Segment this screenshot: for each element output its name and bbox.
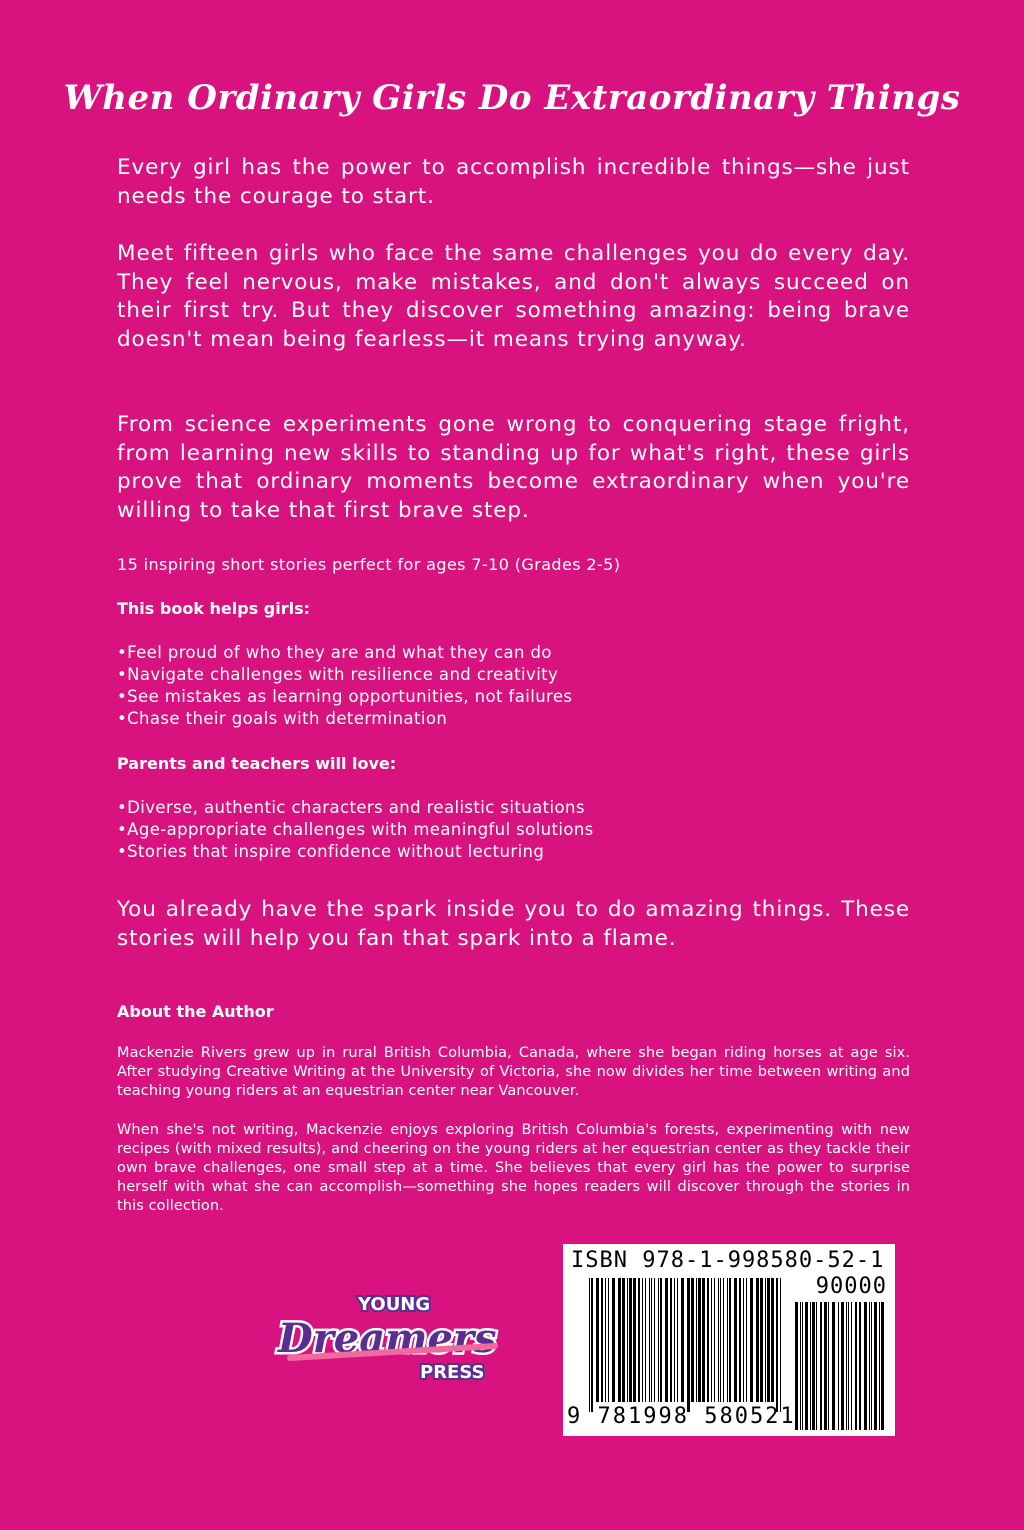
barcode-bar bbox=[855, 1302, 857, 1430]
barcode-bar bbox=[714, 1278, 715, 1402]
barcode-bar bbox=[805, 1302, 808, 1430]
list-item: • Diverse, authentic characters and realistic situations bbox=[117, 797, 910, 819]
barcode-bar bbox=[874, 1302, 877, 1430]
barcode-bar bbox=[674, 1278, 675, 1402]
barcode-bar bbox=[846, 1302, 847, 1430]
barcode-bar bbox=[871, 1302, 872, 1430]
barcode-bar bbox=[629, 1278, 632, 1402]
barcode-bar bbox=[660, 1278, 662, 1402]
helps-list bbox=[117, 642, 910, 730]
list-item: • See mistakes as learning opportunities, not failures bbox=[117, 686, 910, 708]
barcode-bar bbox=[601, 1278, 603, 1402]
barcode-bar bbox=[589, 1278, 590, 1412]
barcode-bar bbox=[698, 1278, 701, 1402]
barcode-bar bbox=[838, 1302, 839, 1430]
logo-press-text: PRESS bbox=[420, 1362, 485, 1383]
ages-line: 15 inspiring short stories perfect for ages 7-10 (Grades 2-5) bbox=[117, 555, 621, 574]
barcode-bar bbox=[687, 1278, 690, 1412]
barcode-bar bbox=[596, 1278, 599, 1402]
list-item: • Navigate challenges with resilience and creativity bbox=[117, 664, 910, 686]
barcode-bar bbox=[746, 1278, 747, 1402]
book-title: When Ordinary Girls Do Extraordinary Things bbox=[63, 78, 961, 118]
barcode-bar bbox=[622, 1278, 625, 1402]
barcode-bar bbox=[658, 1278, 659, 1402]
barcode-bar bbox=[729, 1278, 731, 1402]
barcode-bar bbox=[638, 1278, 640, 1402]
barcode-bar bbox=[820, 1302, 822, 1430]
barcode-bar bbox=[711, 1278, 712, 1402]
barcode-bar bbox=[756, 1278, 759, 1402]
barcode-bar bbox=[591, 1278, 593, 1412]
examples-paragraph: From science experiments gone wrong to conquering stage fright, from learning new skills to standing up for what's right, these girls prove that ordinary moments become extraordinary when you're willing to take that first brave step. bbox=[117, 412, 910, 523]
barcode-bar bbox=[828, 1302, 829, 1430]
price-addon-code: 90000 bbox=[815, 1274, 887, 1299]
barcode-bar bbox=[765, 1278, 766, 1402]
barcode-bar bbox=[734, 1278, 737, 1402]
barcode-bar bbox=[691, 1278, 694, 1402]
list-item: • Feel proud of who they are and what they can do bbox=[117, 642, 910, 664]
barcode-bar bbox=[665, 1278, 668, 1402]
barcode-bar bbox=[707, 1278, 709, 1402]
barcode-bar bbox=[723, 1278, 724, 1402]
barcode-bar bbox=[720, 1278, 721, 1402]
barcode-bar bbox=[767, 1278, 770, 1402]
barcode-bar bbox=[841, 1302, 844, 1430]
barcode-bar bbox=[739, 1278, 741, 1402]
logo-dreamers-text: Dreamers bbox=[278, 1315, 497, 1362]
barcode-bar bbox=[702, 1278, 705, 1402]
isbn-barcode bbox=[563, 1244, 895, 1436]
isbn-number: ISBN 978-1-998580-52-1 bbox=[571, 1248, 885, 1273]
barcode-bar bbox=[881, 1302, 884, 1430]
publisher-logo bbox=[270, 1286, 510, 1386]
barcode-bar bbox=[649, 1278, 650, 1402]
barcode-bar bbox=[605, 1278, 606, 1402]
barcode-bar bbox=[832, 1302, 835, 1430]
barcode-bar bbox=[633, 1278, 636, 1402]
barcode-bar bbox=[851, 1302, 852, 1430]
logo-young-text: YOUNG bbox=[358, 1294, 431, 1315]
barcode-bar bbox=[760, 1278, 763, 1402]
barcode-bar bbox=[810, 1302, 811, 1430]
barcode-bar bbox=[654, 1278, 655, 1402]
about-paragraph-1: Mackenzie Rivers grew up in rural British Columbia, Canada, where she began riding horses at age six. After studying Creative Writing at the University of Victoria, she now divides her time between writing and teaching young riders at an equestrian center near Vancouver. bbox=[117, 1045, 910, 1099]
intro-paragraph: Every girl has the power to accomplish incredible things—she just needs the courage to start. bbox=[117, 155, 910, 209]
barcode-bar bbox=[645, 1278, 646, 1402]
barcode-bar bbox=[864, 1302, 867, 1430]
list-item: • Stories that inspire confidence without lecturing bbox=[117, 841, 910, 863]
barcode-bar bbox=[869, 1302, 870, 1430]
barcode-bar bbox=[771, 1278, 774, 1402]
barcode-bar bbox=[859, 1302, 861, 1430]
barcode-bar bbox=[681, 1278, 684, 1402]
barcode-bar bbox=[677, 1278, 678, 1402]
barcode-bar bbox=[727, 1278, 728, 1402]
barcode-bar bbox=[812, 1302, 815, 1430]
barcode-bar bbox=[670, 1278, 672, 1402]
barcode-bar bbox=[800, 1302, 801, 1430]
barcode-bar bbox=[816, 1302, 817, 1430]
helps-heading: This book helps girls: bbox=[117, 599, 311, 618]
barcode-bar bbox=[743, 1278, 744, 1402]
barcode-bar bbox=[750, 1278, 753, 1402]
barcode-bar bbox=[642, 1278, 643, 1402]
barcode-bar bbox=[627, 1278, 628, 1402]
list-item: • Chase their goals with determination bbox=[117, 708, 910, 730]
description-paragraph: Meet fifteen girls who face the same challenges you do every day. They feel nervous, make mistakes, and don't always succeed on their first try. But they discover something amazing: being brave doesn't mean being fearless—it means trying anyway. bbox=[117, 241, 910, 352]
barcode-bar bbox=[612, 1278, 615, 1402]
list-item: • Age-appropriate challenges with meaningful solutions bbox=[117, 819, 910, 841]
barcode-bar bbox=[848, 1302, 849, 1430]
closing-paragraph: You already have the spark inside you to do amazing things. These stories will help you fan that spark into a flame. bbox=[117, 897, 910, 951]
love-list bbox=[117, 797, 910, 863]
love-heading: Parents and teachers will love: bbox=[117, 754, 397, 773]
ean-digits: 9 781998 580521 bbox=[567, 1404, 796, 1429]
about-paragraph-2: When she's not writing, Mackenzie enjoys exploring British Columbia's forests, experimenting with new recipes (with mixed results), and cheering on the young riders at her equestrian center as they tackle their own brave challenges, one small step at a time. She believes that every girl has the power to surprise herself with what she can accomplish—something she hopes readers will discover through the stories in this collection. bbox=[117, 1122, 910, 1214]
barcode-bar bbox=[651, 1278, 652, 1402]
barcode-bar bbox=[776, 1278, 778, 1412]
barcode-bar bbox=[618, 1278, 621, 1402]
barcode-bar bbox=[802, 1302, 803, 1430]
barcode-bar bbox=[696, 1278, 697, 1402]
barcode-bar bbox=[824, 1302, 827, 1430]
about-heading: About the Author bbox=[117, 1002, 274, 1021]
barcode-bar bbox=[879, 1302, 880, 1430]
barcode-bar bbox=[718, 1278, 719, 1402]
barcode-bar bbox=[608, 1278, 609, 1402]
barcode-bar bbox=[780, 1278, 781, 1412]
